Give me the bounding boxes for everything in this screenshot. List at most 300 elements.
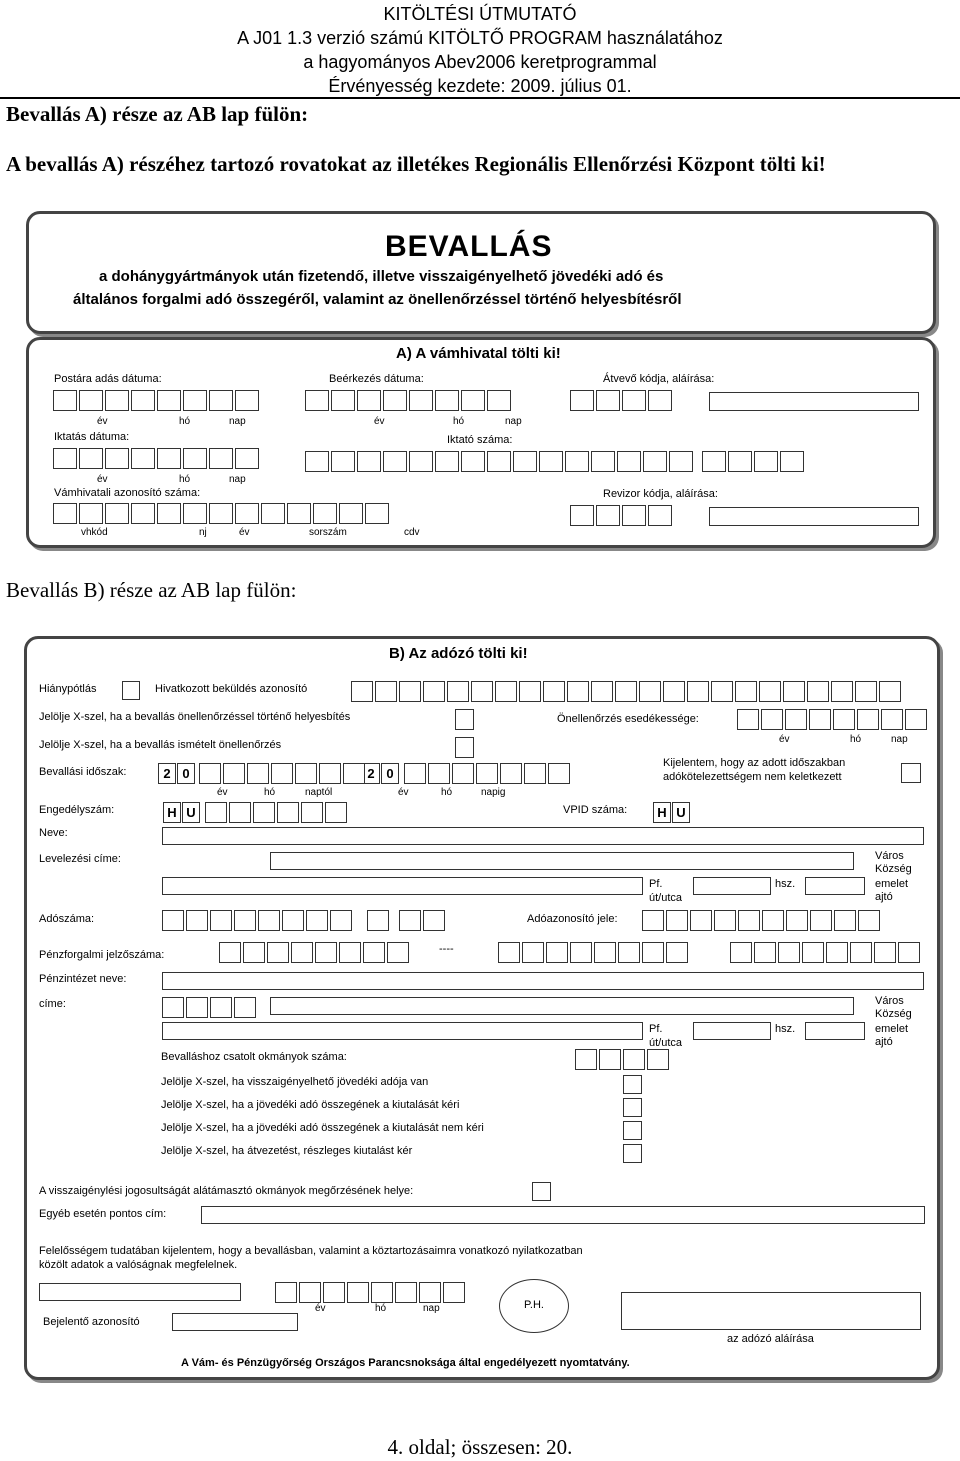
hsz-label-2: hsz. [775, 1023, 796, 1035]
vpid-h: H [653, 802, 671, 823]
emelet-label-2: emelet ajtó [875, 1023, 909, 1048]
jx4-label: Jelölje X-szel, ha átvezetést, részleges kiutalást kér [161, 1145, 413, 1157]
onell-esed-box[interactable] [857, 709, 879, 730]
jelolje-onell-label: Jelölje X-szel, ha a bevallás önellenőrzéssel történő helyesbítés [39, 711, 351, 723]
header-line-1: KITÖLTÉSI ÚTMUTATÓ [383, 4, 577, 24]
atvevo-code-box[interactable] [570, 390, 594, 411]
idoszak-to-box[interactable] [404, 763, 426, 784]
sorszam-caption: sorszám [309, 527, 347, 538]
vamhivatali-box[interactable] [79, 503, 103, 524]
penzforgalmi-box-3[interactable] [850, 942, 872, 963]
sign-date-box[interactable] [395, 1282, 417, 1303]
form-subtitle-1: a dohánygyártmányok után fizetendő, illetve visszaigényelhető jövedéki adó és [99, 268, 664, 285]
iktato-szam-box[interactable] [643, 451, 667, 472]
visszaig-label: A visszaigénylési jogosultságát alátámasztó okmányok megőrzésének helye: [39, 1185, 414, 1197]
sign-date-box[interactable] [275, 1282, 297, 1303]
kijelentem-label: Kijelentem, hogy az adott időszakban adókötelezettségem nem keletkezett [663, 757, 846, 783]
sign-nap-caption: nap [423, 1303, 440, 1314]
iktatas-date-box[interactable] [131, 448, 155, 469]
penzintezet-label: Pénzintézet neve: [39, 973, 127, 985]
iktatas-date-box[interactable] [209, 448, 233, 469]
ev-caption-2: év [374, 416, 385, 427]
adoszama-box[interactable] [234, 910, 256, 931]
engedelyszam-box[interactable] [301, 802, 323, 823]
vhkod-caption: vhkód [81, 527, 108, 538]
hivatkozott-box[interactable] [711, 681, 733, 702]
beerkezes-date-box[interactable] [461, 390, 485, 411]
atvevo-code-box[interactable] [622, 390, 646, 411]
vamhivatali-box[interactable] [131, 503, 155, 524]
hivatkozott-box[interactable] [447, 681, 469, 702]
neve-label: Neve: [39, 827, 68, 839]
jx4-checkbox[interactable] [623, 1144, 642, 1163]
onell-esed-box[interactable] [809, 709, 831, 730]
iktato-szam-box[interactable] [617, 451, 641, 472]
vamhivatali-box[interactable] [365, 503, 389, 524]
iktato-szam-box[interactable] [565, 451, 589, 472]
hivatkozott-box[interactable] [831, 681, 853, 702]
pf-label-2: Pf. [649, 1023, 663, 1035]
hivatkozott-box[interactable] [735, 681, 757, 702]
part-a-heading: A) A vámhivatal tölti ki! [396, 345, 561, 362]
adoszama-label: Adószáma: [39, 913, 95, 925]
idoszak-from-box[interactable] [271, 763, 293, 784]
year-prefix-0-to: 0 [381, 763, 399, 784]
csatolt-box[interactable] [623, 1049, 645, 1070]
cime-label: címe: [39, 998, 66, 1010]
idoszak-to-box[interactable] [548, 763, 570, 784]
to-ev-caption: év [398, 787, 409, 798]
iktato-szam-box[interactable] [435, 451, 459, 472]
hivatkozott-box[interactable] [495, 681, 517, 702]
varos-label-2: Város Község [875, 995, 912, 1020]
postara-date-box[interactable] [157, 390, 181, 411]
penzforgalmi-box-3[interactable] [802, 942, 824, 963]
iktato-szam-box[interactable] [591, 451, 615, 472]
penzforgalmi-box-2[interactable] [570, 942, 592, 963]
bejelento-field[interactable] [172, 1313, 298, 1331]
hivatkozott-box[interactable] [687, 681, 709, 702]
year-prefix-0-from: 0 [177, 763, 195, 784]
vamhivatali-box[interactable] [157, 503, 181, 524]
engedelyszam-box[interactable] [253, 802, 275, 823]
naptol-caption: naptól [305, 787, 333, 798]
sign-date-box[interactable] [419, 1282, 441, 1303]
form-subtitle-2: általános forgalmi adó összegéről, valamint az önellenőrzéssel történő helyesbítésről [73, 291, 682, 308]
penzforgalmi-box-3[interactable] [778, 942, 800, 963]
penzforgalmi-box-1[interactable] [315, 942, 337, 963]
idoszak-to-box[interactable] [452, 763, 474, 784]
beerkezes-date-box[interactable] [383, 390, 407, 411]
csatolt-box[interactable] [599, 1049, 621, 1070]
from-ho-caption: hó [264, 787, 276, 798]
vamhivatali-box[interactable] [287, 503, 311, 524]
utca-label-2: út/utca [649, 1037, 683, 1049]
idoszak-to-box[interactable] [476, 763, 498, 784]
cime-irsz-box[interactable] [234, 997, 256, 1018]
revizor-label: Revizor kódja, aláírása: [603, 488, 718, 500]
penzforgalmi-label: Pénzforgalmi jelzőszáma: [39, 949, 165, 961]
vamhivatali-box[interactable] [339, 503, 363, 524]
ho-caption-2: hó [453, 416, 465, 427]
onell-esed-box[interactable] [785, 709, 807, 730]
adoszama-end-box[interactable] [423, 910, 445, 931]
hivatkozott-box[interactable] [543, 681, 565, 702]
penzforgalmi-box-2[interactable] [666, 942, 688, 963]
ph-label: P.H. [524, 1299, 544, 1311]
idoszak-from-box[interactable] [199, 763, 221, 784]
jx1-label: Jelölje X-szel, ha visszaigényelhető jövedéki adója van [161, 1076, 429, 1088]
adoszama-box[interactable] [282, 910, 304, 931]
levelezesi-street-field[interactable] [162, 877, 643, 895]
idoszak-from-box[interactable] [319, 763, 341, 784]
ho-caption-3: hó [179, 474, 191, 485]
iktato-szam-box[interactable] [331, 451, 355, 472]
revizor-code-box[interactable] [622, 505, 646, 526]
atvevo-code-box[interactable] [596, 390, 620, 411]
penzforgalmi-box-2[interactable] [594, 942, 616, 963]
ph-stamp [499, 1279, 569, 1333]
iktatas-date-box[interactable] [235, 448, 259, 469]
idoszak-from-box[interactable] [247, 763, 269, 784]
iktato-szam-box[interactable] [539, 451, 563, 472]
onell-ev-caption: év [779, 734, 790, 745]
header-line-3: a hagyományos Abev2006 keretprogrammal [303, 52, 657, 72]
iktato-szam-label: Iktató száma: [447, 434, 513, 446]
onell-nap-caption: nap [891, 734, 908, 745]
part-b-heading: B) Az adózó tölti ki! [389, 645, 528, 662]
ismetelt-checkbox[interactable] [455, 737, 474, 758]
adoazonosito-box[interactable] [642, 910, 664, 931]
iktato-szam-box[interactable] [669, 451, 693, 472]
penzforgalmi-box-3[interactable] [754, 942, 776, 963]
beerkezes-label: Beérkezés dátuma: [329, 373, 424, 385]
postara-date-box[interactable] [105, 390, 129, 411]
hivatkozott-box[interactable] [783, 681, 805, 702]
header-line-2: A J01 1.3 verzió számú KITÖLTŐ PROGRAM használatához [237, 28, 723, 48]
pf-field-2[interactable] [693, 1022, 771, 1040]
sign-date-box[interactable] [299, 1282, 321, 1303]
hsz-field-2[interactable] [805, 1022, 865, 1040]
iktatas-date-box[interactable] [157, 448, 181, 469]
csatolt-label: Bevalláshoz csatolt okmányok száma: [161, 1051, 347, 1063]
iktatas-date-box[interactable] [183, 448, 207, 469]
adoazonosito-box[interactable] [858, 910, 880, 931]
bevallasi-idoszak-label: Bevallási időszak: [39, 766, 127, 778]
pf-field[interactable] [693, 877, 771, 895]
adoszama-box[interactable] [306, 910, 328, 931]
page-footer: 4. oldal; összesen: 20. [387, 1435, 573, 1459]
postara-date-box[interactable] [235, 390, 259, 411]
bejelento-label: Bejelentő azonosító [43, 1316, 140, 1328]
dashes-label: ---- [439, 943, 454, 955]
felelosseg-line-1: Felelősségem tudatában kijelentem, hogy a bevallásban, valamint a köztartozásaimra vonatkozó nyilatkozatban [39, 1245, 583, 1257]
vamhivatali-box[interactable] [183, 503, 207, 524]
csatolt-box[interactable] [647, 1049, 669, 1070]
to-ho-caption: hó [441, 787, 453, 798]
iktatas-datum-label: Iktatás dátuma: [54, 431, 130, 443]
nj-caption: nj [199, 527, 207, 538]
adoszama-box[interactable] [186, 910, 208, 931]
ev-caption: év [97, 416, 108, 427]
vpid-label: VPID száma: [563, 804, 628, 816]
beerkezes-date-box[interactable] [435, 390, 459, 411]
idoszak-from-box[interactable] [343, 763, 365, 784]
cime-irsz-box[interactable] [162, 997, 184, 1018]
beerkezes-date-box[interactable] [357, 390, 381, 411]
adoazonosito-label: Adóazonosító jele: [527, 913, 618, 925]
engedelyszam-box[interactable] [277, 802, 299, 823]
penzforgalmi-box-1[interactable] [363, 942, 385, 963]
onell-ho-caption: hó [850, 734, 862, 745]
ev-caption-4: év [239, 527, 250, 538]
penzforgalmi-box-1[interactable] [219, 942, 241, 963]
emelet-label: emelet ajtó [875, 878, 909, 903]
alairas-label: az adózó aláírása [727, 1333, 814, 1345]
form-title: BEVALLÁS [385, 230, 553, 263]
idoszak-from-box[interactable] [295, 763, 317, 784]
onell-checkbox[interactable] [455, 709, 474, 730]
onell-esed-label: Önellenőrzés esedékessége: [557, 713, 699, 725]
vamhivatali-box[interactable] [209, 503, 233, 524]
iktato-szam-box[interactable] [409, 451, 433, 472]
penzforgalmi-box-3[interactable] [730, 942, 752, 963]
nap-caption-2: nap [505, 416, 522, 427]
beerkezes-date-box[interactable] [305, 390, 329, 411]
postara-date-box[interactable] [131, 390, 155, 411]
bottom-note: A Vám- és Pénzügyőrség Országos Parancsnoksága által engedélyezett nyomtatvány. [181, 1357, 630, 1369]
sign-ev-caption: év [315, 1303, 326, 1314]
adoszama-end-box[interactable] [399, 910, 421, 931]
engedely-u: U [182, 802, 200, 823]
hivatkozott-box[interactable] [663, 681, 685, 702]
adoszama-mid-box[interactable] [367, 910, 389, 931]
beerkezes-date-box[interactable] [409, 390, 433, 411]
vpid-u: U [672, 802, 690, 823]
ho-caption: hó [179, 416, 191, 427]
hivatkozott-box[interactable] [375, 681, 397, 702]
year-prefix-2-to: 2 [362, 763, 380, 784]
penzforgalmi-box-2[interactable] [546, 942, 568, 963]
iktato-szam-box[interactable] [357, 451, 381, 472]
adoszama-box[interactable] [162, 910, 184, 931]
jx1-checkbox[interactable] [623, 1075, 642, 1094]
atvevo-code-box[interactable] [648, 390, 672, 411]
year-prefix-2-from: 2 [158, 763, 176, 784]
jx2-checkbox[interactable] [623, 1098, 642, 1117]
idoszak-to-box[interactable] [500, 763, 522, 784]
engedelyszam-label: Engedélyszám: [39, 804, 115, 816]
adoazonosito-box[interactable] [690, 910, 712, 931]
engedelyszam-box[interactable] [205, 802, 227, 823]
vamhivatali-label: Vámhivatali azonosító száma: [54, 487, 201, 499]
utca-label: út/utca [649, 892, 683, 904]
penzforgalmi-box-3[interactable] [826, 942, 848, 963]
sign-ho-caption: hó [375, 1303, 387, 1314]
pf-label: Pf. [649, 878, 663, 890]
atvevo-signature-field[interactable] [709, 392, 919, 411]
hivatkozott-box[interactable] [471, 681, 493, 702]
onell-esed-box[interactable] [761, 709, 783, 730]
hivatkozott-box[interactable] [759, 681, 781, 702]
sign-date-box[interactable] [371, 1282, 393, 1303]
jx3-label: Jelölje X-szel, ha a jövedéki adó összegének a kiutalását nem kéri [161, 1122, 484, 1134]
adoszama-box[interactable] [330, 910, 352, 931]
iktatas-date-box[interactable] [105, 448, 129, 469]
iktato-szam-suffix-box[interactable] [728, 451, 752, 472]
hianypotlas-label: Hiánypótlás [39, 683, 97, 695]
levelezesi-city-field[interactable] [270, 852, 854, 870]
vamhivatali-box[interactable] [105, 503, 129, 524]
hivatkozott-box[interactable] [879, 681, 901, 702]
postara-label: Postára adás dátuma: [54, 373, 162, 385]
engedely-h: H [163, 802, 181, 823]
penzforgalmi-box-1[interactable] [267, 942, 289, 963]
penzforgalmi-box-2[interactable] [522, 942, 544, 963]
sign-date-box[interactable] [347, 1282, 369, 1303]
beerkezes-date-box[interactable] [487, 390, 511, 411]
ev-caption-3: év [97, 474, 108, 485]
vamhivatali-box[interactable] [313, 503, 337, 524]
hivatkozott-label: Hivatkozott beküldés azonosító [155, 683, 308, 695]
penzforgalmi-box-1[interactable] [387, 942, 409, 963]
cime-street-field[interactable] [162, 1022, 643, 1040]
varos-label: Város Község [875, 850, 912, 875]
revizor-signature-field[interactable] [709, 507, 919, 526]
revizor-code-box[interactable] [596, 505, 620, 526]
jx2-label: Jelölje X-szel, ha a jövedéki adó összegének a kiutalását kéri [161, 1099, 460, 1111]
idoszak-to-box[interactable] [524, 763, 546, 784]
hsz-label: hsz. [775, 878, 796, 890]
vamhivatali-box[interactable] [53, 503, 77, 524]
penzforgalmi-box-3[interactable] [874, 942, 896, 963]
cime-city-field[interactable] [270, 997, 854, 1015]
adoazonosito-box[interactable] [714, 910, 736, 931]
sign-date-box[interactable] [443, 1282, 465, 1303]
cime-irsz-box[interactable] [186, 997, 208, 1018]
engedelyszam-box[interactable] [325, 802, 347, 823]
visszaig-checkbox[interactable] [532, 1182, 551, 1201]
jelolje-ismetelt-label: Jelölje X-szel, ha a bevallás ismételt önellenőrzés [39, 739, 282, 751]
hivatkozott-box[interactable] [567, 681, 589, 702]
iktato-szam-suffix-box[interactable] [780, 451, 804, 472]
levelezesi-label: Levelezési címe: [39, 853, 121, 865]
hianypotlas-checkbox[interactable] [122, 681, 140, 700]
hivatkozott-box[interactable] [351, 681, 373, 702]
adoszama-box[interactable] [258, 910, 280, 931]
section-a-title: Bevallás A) része az AB lap fülön: [6, 102, 309, 126]
penzforgalmi-box-1[interactable] [243, 942, 265, 963]
penzforgalmi-box-1[interactable] [339, 942, 361, 963]
section-b-title: Bevallás B) része az AB lap fülön: [6, 578, 297, 602]
hivatkozott-box[interactable] [423, 681, 445, 702]
onell-esed-box[interactable] [833, 709, 855, 730]
hivatkozott-box[interactable] [855, 681, 877, 702]
adoazonosito-box[interactable] [762, 910, 784, 931]
nap-caption: nap [229, 416, 246, 427]
egyeb-label: Egyéb esetén pontos cím: [39, 1208, 167, 1220]
felelosseg-line-2: közölt adatok a valóságnak megfelelnek. [39, 1259, 238, 1271]
postara-date-box[interactable] [53, 390, 77, 411]
alairas-field[interactable] [621, 1292, 921, 1330]
nap-caption-3: nap [229, 474, 246, 485]
adoazonosito-box[interactable] [834, 910, 856, 931]
kijelentem-checkbox[interactable] [901, 763, 921, 783]
onell-esed-box[interactable] [737, 709, 759, 730]
adoazonosito-box[interactable] [738, 910, 760, 931]
penzforgalmi-box-2[interactable] [642, 942, 664, 963]
postara-date-box[interactable] [79, 390, 103, 411]
egyeb-field[interactable] [201, 1206, 925, 1224]
adoazonosito-box[interactable] [786, 910, 808, 931]
iktato-szam-box[interactable] [487, 451, 511, 472]
cime-irsz-box[interactable] [210, 997, 232, 1018]
sign-date-box[interactable] [323, 1282, 345, 1303]
header-line-4: Érvényesség kezdete: 2009. július 01. [328, 76, 632, 96]
penzforgalmi-box-3[interactable] [898, 942, 920, 963]
vamhivatali-box[interactable] [261, 503, 285, 524]
iktato-szam-box[interactable] [383, 451, 407, 472]
neve-field[interactable] [162, 827, 924, 845]
penzforgalmi-box-2[interactable] [618, 942, 640, 963]
penzforgalmi-box-1[interactable] [291, 942, 313, 963]
hivatkozott-box[interactable] [591, 681, 613, 702]
iktato-szam-box[interactable] [305, 451, 329, 472]
intro-text: A bevallás A) részéhez tartozó rovatokat az illetékes Regionális Ellenőrzési Központ tölti ki! [6, 152, 826, 176]
hivatkozott-box[interactable] [399, 681, 421, 702]
revizor-code-box[interactable] [648, 505, 672, 526]
penzintezet-field[interactable] [162, 972, 924, 990]
from-ev-caption: év [217, 787, 228, 798]
hivatkozott-box[interactable] [639, 681, 661, 702]
idoszak-from-box[interactable] [223, 763, 245, 784]
jx3-checkbox[interactable] [623, 1121, 642, 1140]
idoszak-to-box[interactable] [428, 763, 450, 784]
csatolt-box[interactable] [575, 1049, 597, 1070]
hsz-field[interactable] [805, 877, 865, 895]
iktato-szam-box[interactable] [513, 451, 537, 472]
adoszama-box[interactable] [210, 910, 232, 931]
iktatas-date-box[interactable] [79, 448, 103, 469]
part-a-panel [26, 337, 936, 548]
atvevo-label: Átvevő kódja, aláírása: [603, 373, 715, 385]
header-rule [0, 97, 960, 99]
napig-caption: napig [481, 787, 506, 798]
iktato-szam-box[interactable] [461, 451, 485, 472]
form-title-panel [26, 211, 936, 334]
engedelyszam-box[interactable] [229, 802, 251, 823]
hivatkozott-box[interactable] [519, 681, 541, 702]
iktatas-date-box[interactable] [53, 448, 77, 469]
vamhivatali-box[interactable] [235, 503, 259, 524]
hivatkozott-box[interactable] [615, 681, 637, 702]
penzforgalmi-box-2[interactable] [498, 942, 520, 963]
adoazonosito-box[interactable] [810, 910, 832, 931]
hivatkozott-box[interactable] [807, 681, 829, 702]
felelosseg-name-field[interactable] [39, 1283, 241, 1301]
adoazonosito-box[interactable] [666, 910, 688, 931]
postara-date-box[interactable] [209, 390, 233, 411]
revizor-code-box[interactable] [570, 505, 594, 526]
iktato-szam-suffix-box[interactable] [702, 451, 726, 472]
iktato-szam-suffix-box[interactable] [754, 451, 778, 472]
beerkezes-date-box[interactable] [331, 390, 355, 411]
postara-date-box[interactable] [183, 390, 207, 411]
cdv-caption: cdv [404, 527, 420, 538]
onell-esed-box[interactable] [905, 709, 927, 730]
part-b-panel [24, 636, 940, 1380]
onell-esed-box[interactable] [881, 709, 903, 730]
